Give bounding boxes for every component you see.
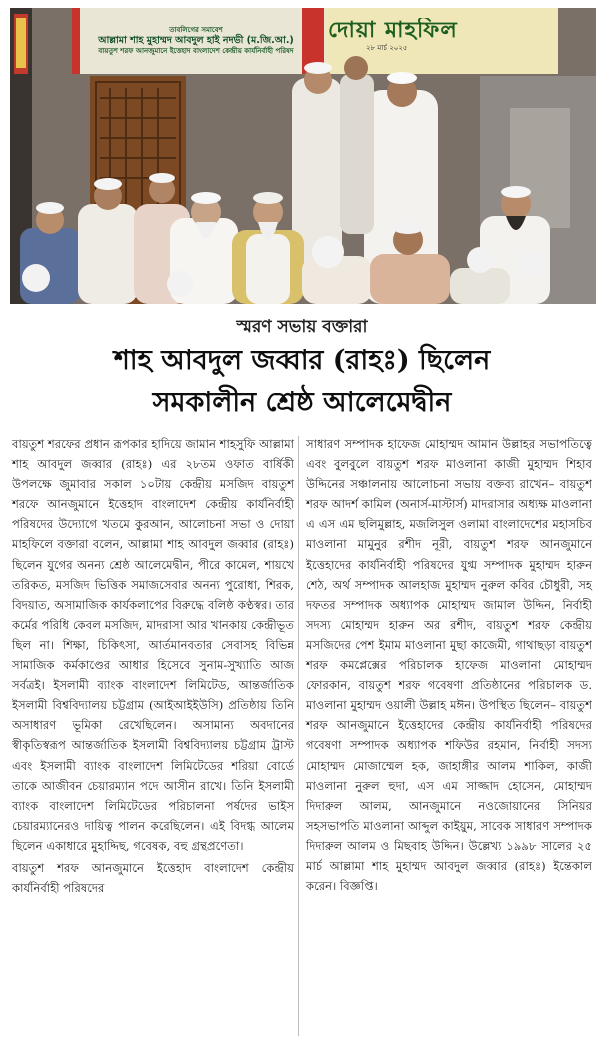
article-right-column <box>306 434 592 896</box>
banner-date: ২৮ মার্চ ২০২৫ <box>366 44 408 52</box>
left-paragraph-2: বায়তুশ শরফ আনজুমানে ইত্তেহাদ বাংলাদেশ কেন্দ্রীয় কার্যনির্বাহী পরিষদের <box>12 860 294 896</box>
banner-text <box>92 26 300 56</box>
banner-line-2: আল্লামা শাহ মুহাম্মদ আবদুল হাই নদভী (ম.জি.আ.) <box>98 35 294 46</box>
right-paragraph-1: সাধারণ সম্পাদক হাফেজ মোহাম্মদ আমান উল্লাহর সভাপতিত্বে এবং বুলবুলে বায়তুশ শরফ মাওলানা কাজী মুহাম্মদ শিহাব উদ্দিনের সঞ্চালনায় আলোচনা সভায় বক্তব্য রাখেন– বায়তুশ শরফ আদর্শ কামিল (অনার্স-মাস্টার্স) মাদরাসার অধ্যক্ষ মাওলানা এ এস এম ছলিমুল্লাহ, মজলিসুল ওলামা বাংলাদেশের মহাসচিব মাওলানা মামুনুর রশীদ নূরী, বায়তুশ শরফ আনজুমানে ইত্তেহাদের কার্যনির্বাহী পরিষদের যুগ্ম সম্পাদক মুহাম্মদ হারুন শেঠ, অর্থ সম্পাদক আলহাজ মুহাম্মদ নুরুল কবির চৌধুরী, সহ দফতর সম্পাদক অধ্যাপক মোহাম্মদ জামাল উদ্দিন, নির্বাহী সদস্য মোহাম্মদ হারুন অর রশীদ, বায়তুশ শরফ কেন্দ্রীয় মসজিদের পেশ ইমাম মাওলানা মুছা কাজেমী, গাথাছড়া বায়তুশ শরফ কমপ্লেক্সের পরিচালক হাফেজ মাওলানা মোহাম্মদ ফোরকান, বায়তুশ শরফ গবেষণা প্রতিষ্ঠানের পরিচালক ড. মাওলানা মুহাম্মদ ওয়ালী উল্লাহ মঈন। উপস্থিত ছিলেন– বায়তুশ শরফ আনজুমানে ইত্তেহাদের কেন্দ্রীয় কার্যনির্বাহী পরিষদের গবেষণা সম্পাদক অধ্যাপক শফিউর রহমান, নির্বাহী সদস্য মোহাম্মদ মোজাম্মেল হক, জাহাঙ্গীর আলম শাকিল, কাজী মাওলানা নুরুল হুদা, এস এম সাজ্জাদ হোসেন, মোহাম্মদ দিদারুল আলম, আনজুমানে নওজোয়ানের সিনিয়র সহসভাপতি মাওলানা আব্দুল কাইয়ুম, সাবেক সাধারণ সম্পাদক দিদারুল আলম ও মিছবাহ উদ্দিন। উল্লেখ্য ১৯৯৮ সালের ২৫ মার্চ আল্লামা শাহ মুহাম্মদ আবদুল জব্বার (রাহঃ) ইন্তেকাল করেন। বিজ্ঞপ্তি। <box>306 437 592 894</box>
event-photo <box>10 8 596 304</box>
kicker: স্মরণ সভায় বক্তারা <box>236 317 368 337</box>
headline <box>0 340 604 424</box>
left-paragraph-1: বায়তুশ শরফের প্রধান রূপকার হাদিয়ে জামান শাহসুফি আল্লামা শাহ আবদুল জব্বার (রাহঃ) এর ২৮তম ওফাত বার্ষিকী উপলক্ষে জুমাবার সকাল ১০টায় কেন্দ্রীয় মসজিদ বায়তুশ শরফে আনজুমানে ইত্তেহাদ বাংলাদেশ কেন্দ্রীয় কার্যনির্বাহী পরিষদের উদ্যোগে খতমে কুরআন, আলোচনা সভা ও দোয়া মাহফিলে বক্তারা বলেন, আল্লামা শাহ আবদুল জব্বার (রাহঃ) ছিলেন যুগের অনন্য শ্রেষ্ঠ আলেমেদ্বীন, পীরে কামেল, শায়খে তরিকত, মসজিদ ভিত্তিক সমাজসেবার অনন্য পুরোধা, শিরক, বিদয়াত, অসামাজিক কার্যকলাপের বিরুদ্ধে বলিষ্ঠ কণ্ঠস্বর। তার কর্মের পরিধি কেবল মসজিদ, মাদরাসা আর খানকায় কেন্দ্রীভূত ছিল না। শিক্ষা, চিকিৎসা, আর্তমানবতার সেবাসহ বিভিন্ন সামাজিক কর্মকাণ্ডের আধার হিসেবে সুনাম-সুখ্যাতি আজ সর্বত্রই। ইসলামী ব্যাংক বাংলাদেশ লিমিটেড, আন্তর্জাতিক ইসলামী বিশ্ববিদ্যালয় চট্টগ্রাম (আইআইইউসি) প্রতিষ্ঠায় তিনি অসাধারণ ভূমিকা রেখেছিলেন। অসামান্য অবদানের স্বীকৃতিস্বরূপ আন্তর্জাতিক ইসলামী বিশ্ববিদ্যালয় চট্টগ্রাম ট্রাস্ট এবং ইসলামী ব্যাংক বাংলাদেশ লিমিটেডের শরিয়া বোর্ডে তাকে আজীবন চেয়ারম্যান পদে আসীন রাখে। তিনি ইসলামী ব্যাংক বাংলাদেশ লিমিটেডের পরিচালনা পর্ষদের ভাইস চেয়ারম্যানেরও দায়িত্ব পালন করেছিলেন। এই বিদগ্ধ আলেম ছিলেন একাধারে মুহাদ্দিছ, গবেষক, বহু গ্রন্থপ্রণেতা। <box>12 437 294 853</box>
headline-line-1: শাহ আবদুল জব্বার (রাহঃ) ছিলেন <box>113 345 491 376</box>
column-divider <box>298 436 299 1036</box>
headline-line-2: সমকালীন শ্রেষ্ঠ আলেমেদ্বীন <box>152 387 452 418</box>
banner-right-title: দোয়া মাহফিল <box>328 18 458 43</box>
banner-line-1: তাবলিগের সমাবেশ <box>169 26 223 34</box>
article-left-column <box>12 434 294 898</box>
banner-line-3: বায়তুশ শরফ আনজুমানে ইত্তেহাদ বাংলাদেশ কেন্দ্রীয় কার্যনির্বাহী পরিষদ <box>98 47 294 55</box>
